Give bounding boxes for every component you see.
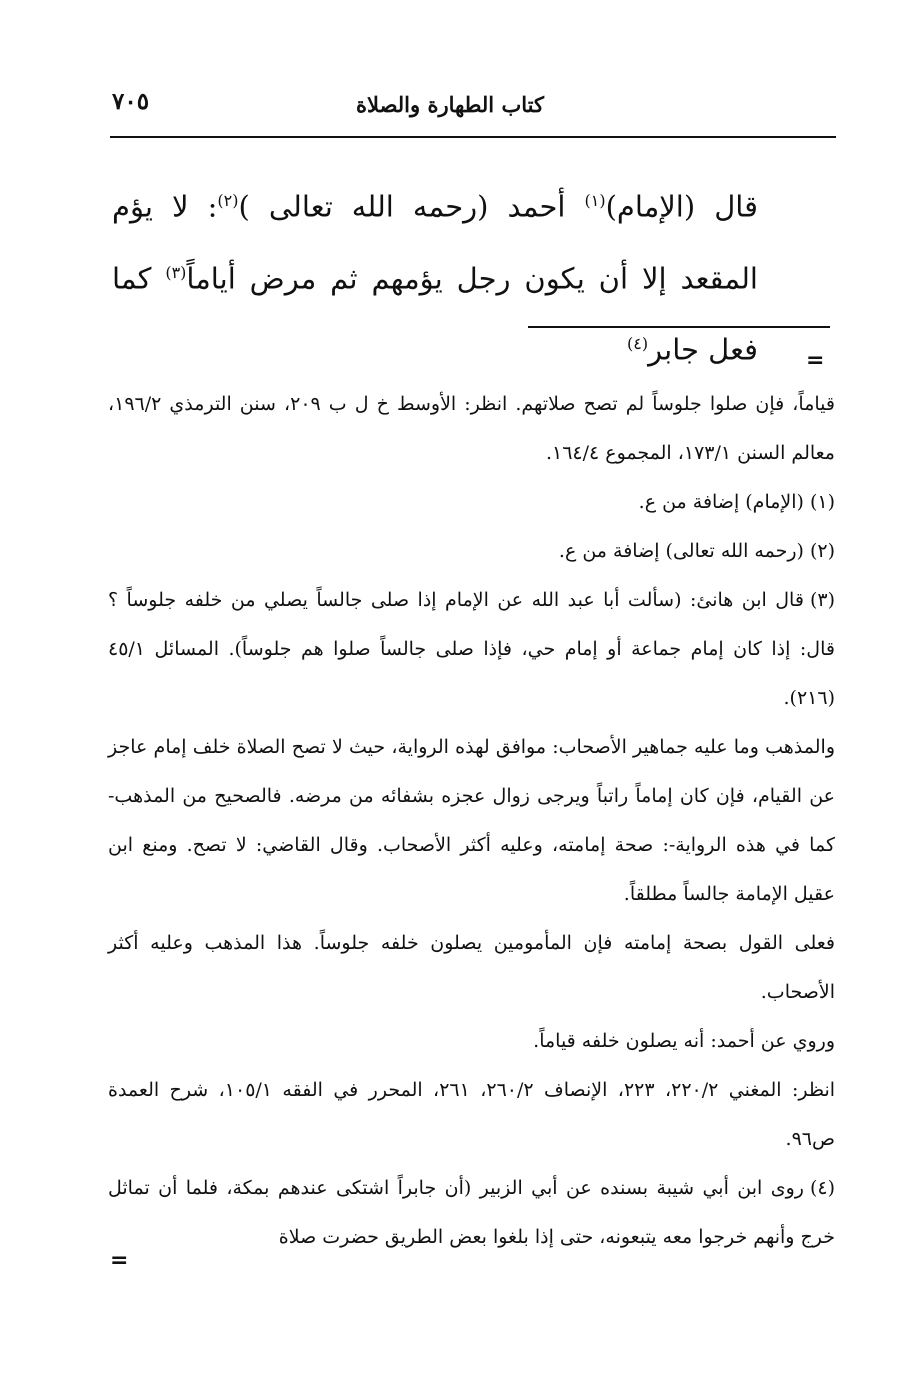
footnote-ref-1[interactable]: (١) (584, 191, 606, 210)
continuation-mark-top: = (806, 348, 825, 373)
footnote-text: روى ابن أبي شيبة بسنده عن أبي الزبير (أن جابراً اشتكى عندهم بمكة، فلما أن تماثل خرج وأنهم خرجوا معه يتبعونه، حتى إذا بلغوا بعض الطريق حضرت صلاة (108, 1177, 835, 1248)
main-text-segment: : لا يؤم المقعد إلا أن يكون رجل يؤمهم ثم مرض أياماً (112, 189, 758, 296)
footnote-paragraph: والمذهب وما عليه جماهير الأصحاب: موافق لهذه الرواية، حيث لا تصح الصلاة خلف إمام عاجز عن القيام، فإن كان إماماً راتباً ويرجى زوال عجزه بشفائه من مرضه. فالصحيح من المذهب- كما في هذه الرواية-: صحة إمامته، وعليه أكثر الأصحاب. وقال القاضي: لا تصح. ومنع ابن عقيل الإمامة جالساً مطلقاً. (108, 736, 835, 905)
main-text (112, 168, 758, 383)
footnote-4 (108, 1164, 835, 1262)
footnote-number: (٢) (809, 540, 835, 562)
footnote-number: (١) (809, 491, 835, 513)
footnote-text: (الإمام) إضافة من ع. (638, 491, 804, 513)
running-header-title: كتاب الطهارة والصلاة (356, 92, 544, 117)
footnote-2 (108, 527, 835, 576)
footnote-paragraph: وروي عن أحمد: أنه يصلون خلفه قياماً. (533, 1030, 835, 1052)
footnote-number: (٣) (809, 589, 835, 611)
footnote-paragraph: فعلى القول بصحة إمامته فإن المأمومين يصلون خلفه جلوساً. هذا المذهب وعليه أكثر الأصحاب. (108, 932, 835, 1003)
footnote-text: قال ابن هانئ: (سألت أبا عبد الله عن الإمام إذا صلى جالساً يصلي من خلفه جلوساً ؟ قال: إذا كان إمام جماعة أو إمام حي، فإذا صلى جالساً صلوا هم جلوساً). المسائل ٤٥/١ (٢١٦). (108, 589, 835, 709)
footnote-continuation: قياماً، فإن صلوا جلوساً لم تصح صلاتهم. انظر: الأوسط خ ل ب ٢٠٩، سنن الترمذي ١٩٦/٢، معالم السنن ١٧٣/١، المجموع ١٦٤/٤. (108, 393, 835, 464)
footnote-text: (رحمه الله تعالى) إضافة من ع. (558, 540, 804, 562)
footnote-paragraph: انظر: المغني ٢٢٠/٢، ٢٢٣، الإنصاف ٢٦٠/٢، ٢٦١، المحرر في الفقه ١٠٥/١، شرح العمدة ص٩٦. (108, 1079, 836, 1150)
footnote-1 (108, 478, 835, 527)
page-number: ٧٠٥ (112, 88, 150, 115)
main-text-segment: قال (الإمام) (605, 189, 758, 224)
footnote-ref-2[interactable]: (٢) (217, 191, 239, 210)
continuation-mark-bottom: = (110, 1248, 129, 1273)
header-rule (110, 136, 836, 138)
main-text-segment: كما فعل جابر (112, 261, 758, 367)
footnote-3 (108, 576, 835, 723)
main-text-segment: أحمد (رحمه الله تعالى ) (238, 189, 585, 224)
footnote-number: (٤) (809, 1177, 835, 1199)
footnote-ref-3[interactable]: (٣) (165, 262, 187, 282)
footnote-separator (528, 326, 830, 328)
footnote-ref-4[interactable]: (٤) (627, 334, 649, 354)
footnotes (108, 380, 835, 1262)
